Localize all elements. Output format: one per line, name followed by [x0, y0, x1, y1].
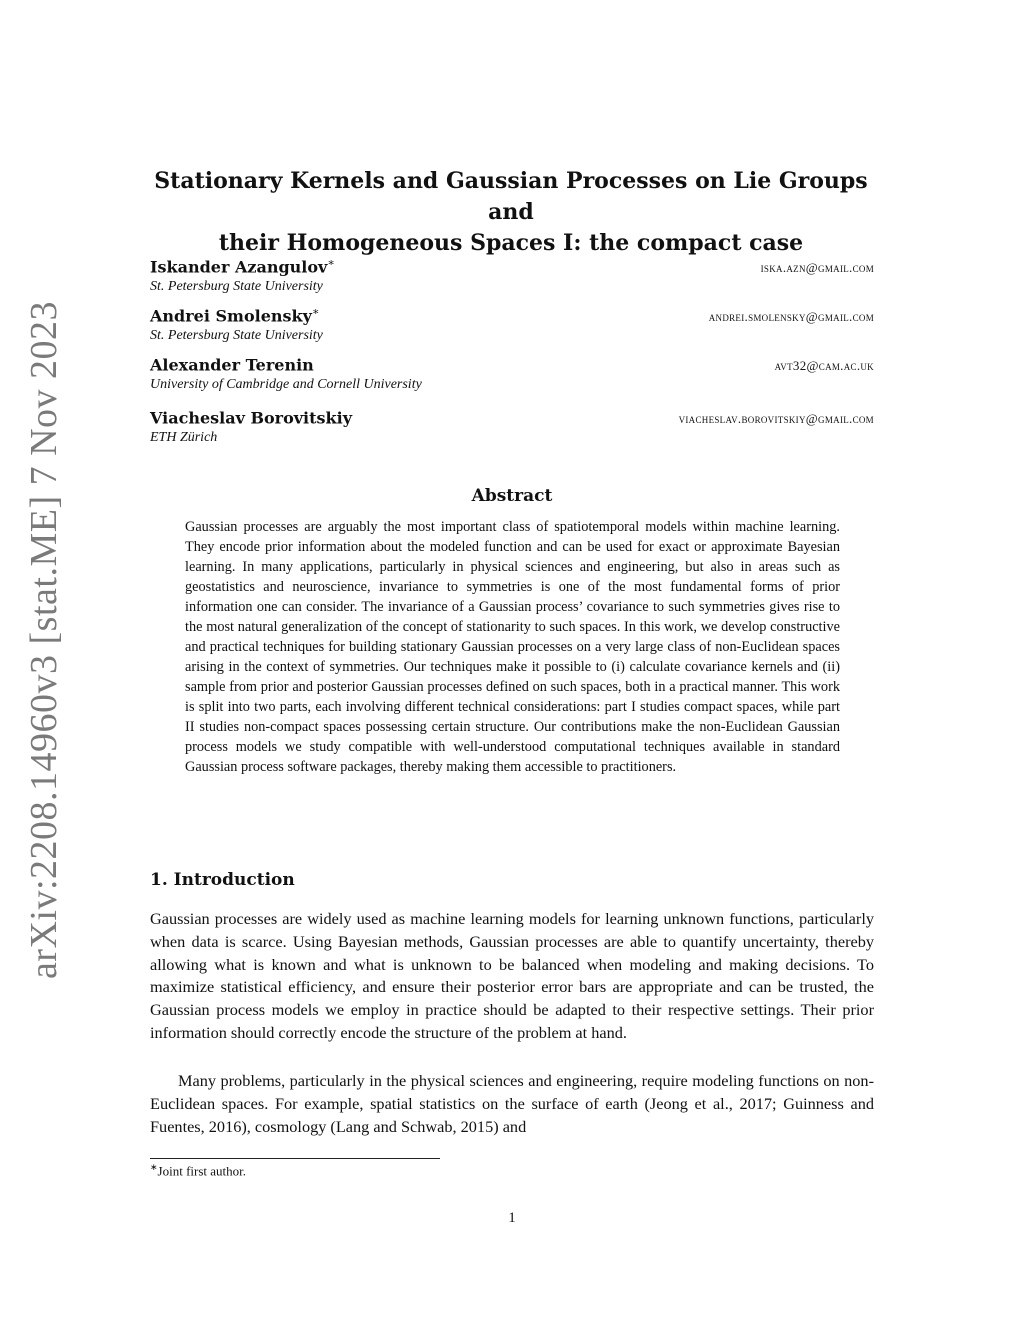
author-name: Iskander Azangulov∗ [150, 256, 335, 277]
footnote-mark: ∗ [150, 1162, 158, 1172]
paper-title [130, 166, 892, 259]
author-affiliation: St. Petersburg State University [150, 279, 323, 295]
author-entry [150, 305, 874, 344]
author-entry [150, 354, 874, 393]
paper-title-line-1: Stationary Kernels and Gaussian Processes on Lie Groups and [154, 168, 868, 225]
author-affiliation: University of Cambridge and Cornell University [150, 377, 422, 393]
footnote-divider [150, 1158, 440, 1159]
author-email-link[interactable]: viacheslav.borovitskiy@gmail.com [678, 411, 874, 427]
abstract-text: Gaussian processes are arguably the most important class of spatiotemporal models within machine learning. They encode prior information about the modeled function and can be used for exact or approximate Bayesian learning. In many applications, particularly in physical sciences and engineering, but also in areas such as geostatistics and neuroscience, invariance to symmetries is one of the most fundamental forms of prior information one can consider. The invariance of a Gaussian process’ covariance to such symmetries gives rise to the most natural generalization of the concept of stationarity to such spaces. In this work, we develop constructive and practical techniques for building stationary Gaussian processes on a very large class of non-Euclidean spaces arising in the context of symmetries. Our techniques make it possible to (i) calculate covariance kernels and (ii) sample from prior and posterior Gaussian processes defined on such spaces, both in a practical manner. This work is split into two parts, each involving different technical considerations: part I studies compact spaces, while part II studies non-compact spaces possessing certain structure. Our contributions make the non-Euclidean Gaussian process models we study compatible with well-understood computational techniques available in standard Gaussian process software packages, thereby making them accessible to practitioners. [185, 519, 840, 775]
author-email-link[interactable]: avt32@cam.ac.uk [774, 358, 874, 374]
author-email-link[interactable]: iska.azn@gmail.com [760, 260, 874, 276]
author-name: Viacheslav Borovitskiy [150, 408, 352, 428]
author-name: Alexander Terenin [150, 355, 314, 375]
author-entry [150, 256, 874, 295]
footnote [150, 1162, 246, 1179]
author-affiliation: St. Petersburg State University [150, 328, 323, 344]
author-name: Andrei Smolensky∗ [150, 305, 320, 326]
body-paragraph: Many problems, particularly in the physical sciences and engineering, require modeling functions on non-Euclidean spaces. For example, spatial statistics on the surface of earth (Jeong et al., 2017; Guinness and Fuentes, 2016), cosmology (Lang and Schwab, 2015) and [150, 1071, 874, 1136]
body-paragraph: Gaussian processes are widely used as machine learning models for learning unknown functions, particularly when data is scarce. Using Bayesian methods, Gaussian processes are able to quantify uncertainty, thereby allowing what is known and what is unknown to be balanced when modeling and making decisions. To maximize statistical efficiency, and ensure their posterior error bars are appropriate and can be trusted, the Gaussian process models we employ in practice should be adapted to their respective settings. Their prior information should correctly encode the structure of the problem at hand. [150, 909, 874, 1042]
paper-title-line-2: their Homogeneous Spaces I: the compact case [218, 230, 804, 256]
section-heading-introduction: 1. Introduction [150, 870, 295, 890]
author-entry [150, 407, 874, 446]
abstract-heading: Abstract [471, 486, 553, 506]
author-affiliation: ETH Zürich [150, 430, 218, 446]
footnote-text: Joint first author. [157, 1163, 247, 1179]
arxiv-identifier-stamp: arXiv:2208.14960v3 [stat.ME] 7 Nov 2023 [23, 300, 65, 980]
page-number: 1 [508, 1210, 516, 1226]
author-email-link[interactable]: andrei.smolensky@gmail.com [708, 309, 874, 325]
